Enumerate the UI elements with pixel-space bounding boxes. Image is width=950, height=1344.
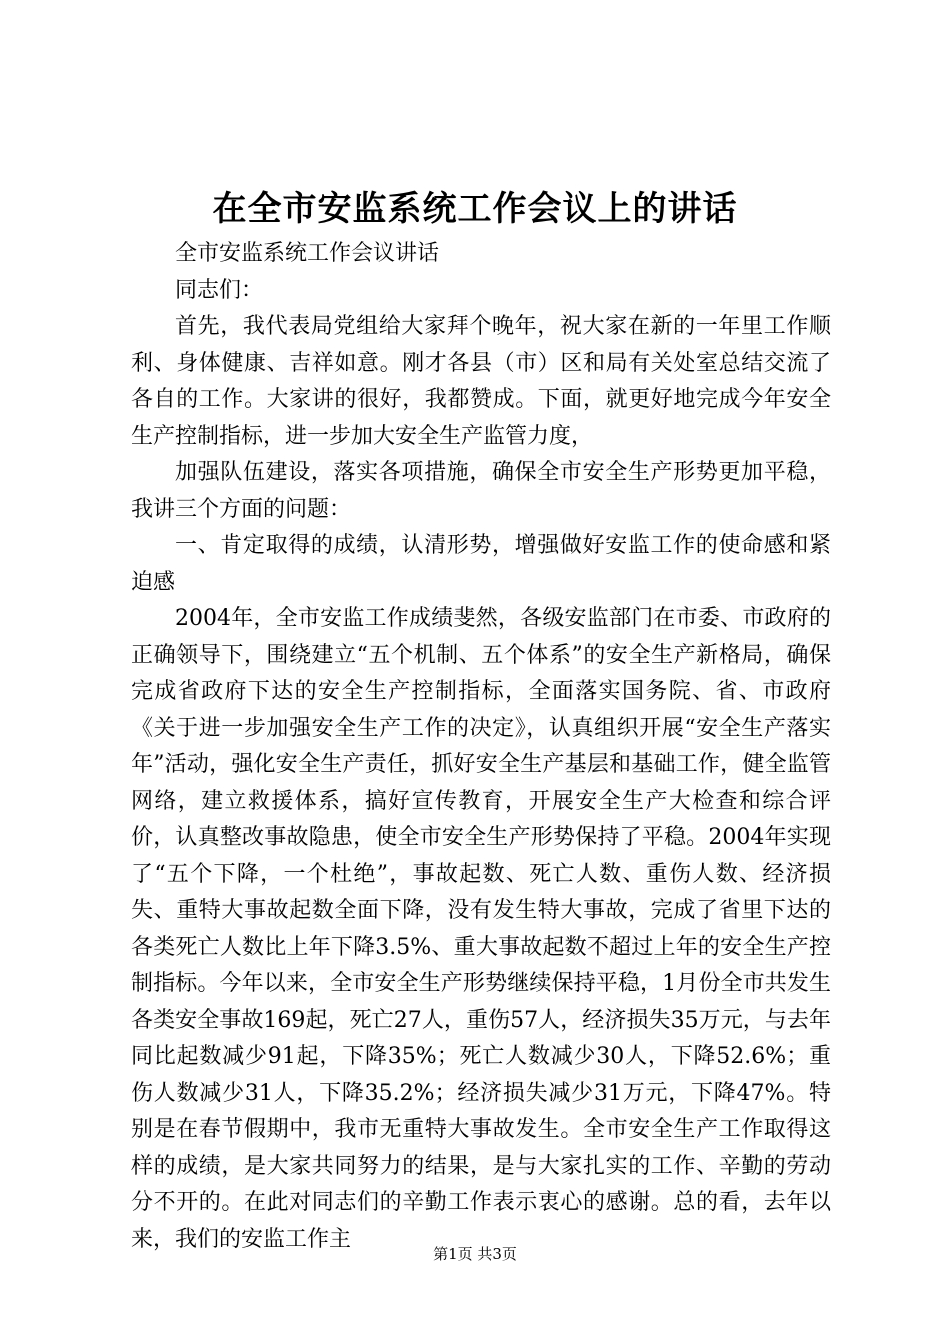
subtitle-paragraph: 全市安监系统工作会议讲话 (175, 241, 440, 266)
section-heading: 一、肯定取得的成绩，认清形势，增强做好安监工作的使命感和紧迫感 (131, 533, 831, 595)
document-body (131, 236, 831, 1258)
body-paragraph: 首先，我代表局党组给大家拜个晚年，祝大家在新的一年里工作顺利、身体健康、吉祥如意。刚才各县（市）区和局有关处室总结交流了各自的工作。大家讲的很好，我都赞成。下面，就更好地完成今年安全生产控制指标，进一步加大安全生产监管力度， (131, 314, 831, 449)
document-title: 在全市安监系统工作会议上的讲话 (212, 189, 738, 229)
salutation-paragraph: 同志们： (175, 277, 264, 303)
body-paragraph: 2004年，全市安监工作成绩斐然，各级安监部门在市委、市政府的正确领导下，围绕建立“五个机制、五个体系”的安全生产新格局，确保完成省政府下达的安全生产控制指标，全面落实国务院、省、市政府《关于进一步加强安全生产工作的决定》，认真组织开展“安全生产落实年”活动，强化安全生产责任，抓好安全生产基层和基础工作，健全监管网络，建立救援体系，搞好宣传教育，开展安全生产大检查和综合评价，认真整改事故隐患，使全市安全生产形势保持了平稳。2004年实现了“五个下降，一个杜绝”，事故起数、死亡人数、重伤人数、经济损失、重特大事故起数全面下降，没有发生特大事故，完成了省里下达的各类死亡人数比上年下降3.5%、重大事故起数不超过上年的安全生产控制指标。今年以来，全市安全生产形势继续保持平稳，1月份全市共发生各类安全事故169起，死亡27人，重伤57人，经济损失35万元，与去年同比起数减少91起，下降35%；死亡人数减少30人，下降52.6%；重伤人数减少31人，下降35.2%；经济损失减少31万元，下降47%。特别是在春节假期中，我市无重特大事故发生。全市安全生产工作取得这样的成绩，是大家共同努力的结果，是与大家扎实的工作、辛勤的劳动分不开的。在此对同志们的辛勤工作表示衷心的感谢。总的看，去年以来，我们的安监工作主 (131, 606, 831, 1252)
body-paragraph: 加强队伍建设，落实各项措施，确保全市安全生产形势更加平稳，我讲三个方面的问题： (131, 460, 831, 522)
page-footer: 第1页 共3页 (433, 1245, 517, 1263)
